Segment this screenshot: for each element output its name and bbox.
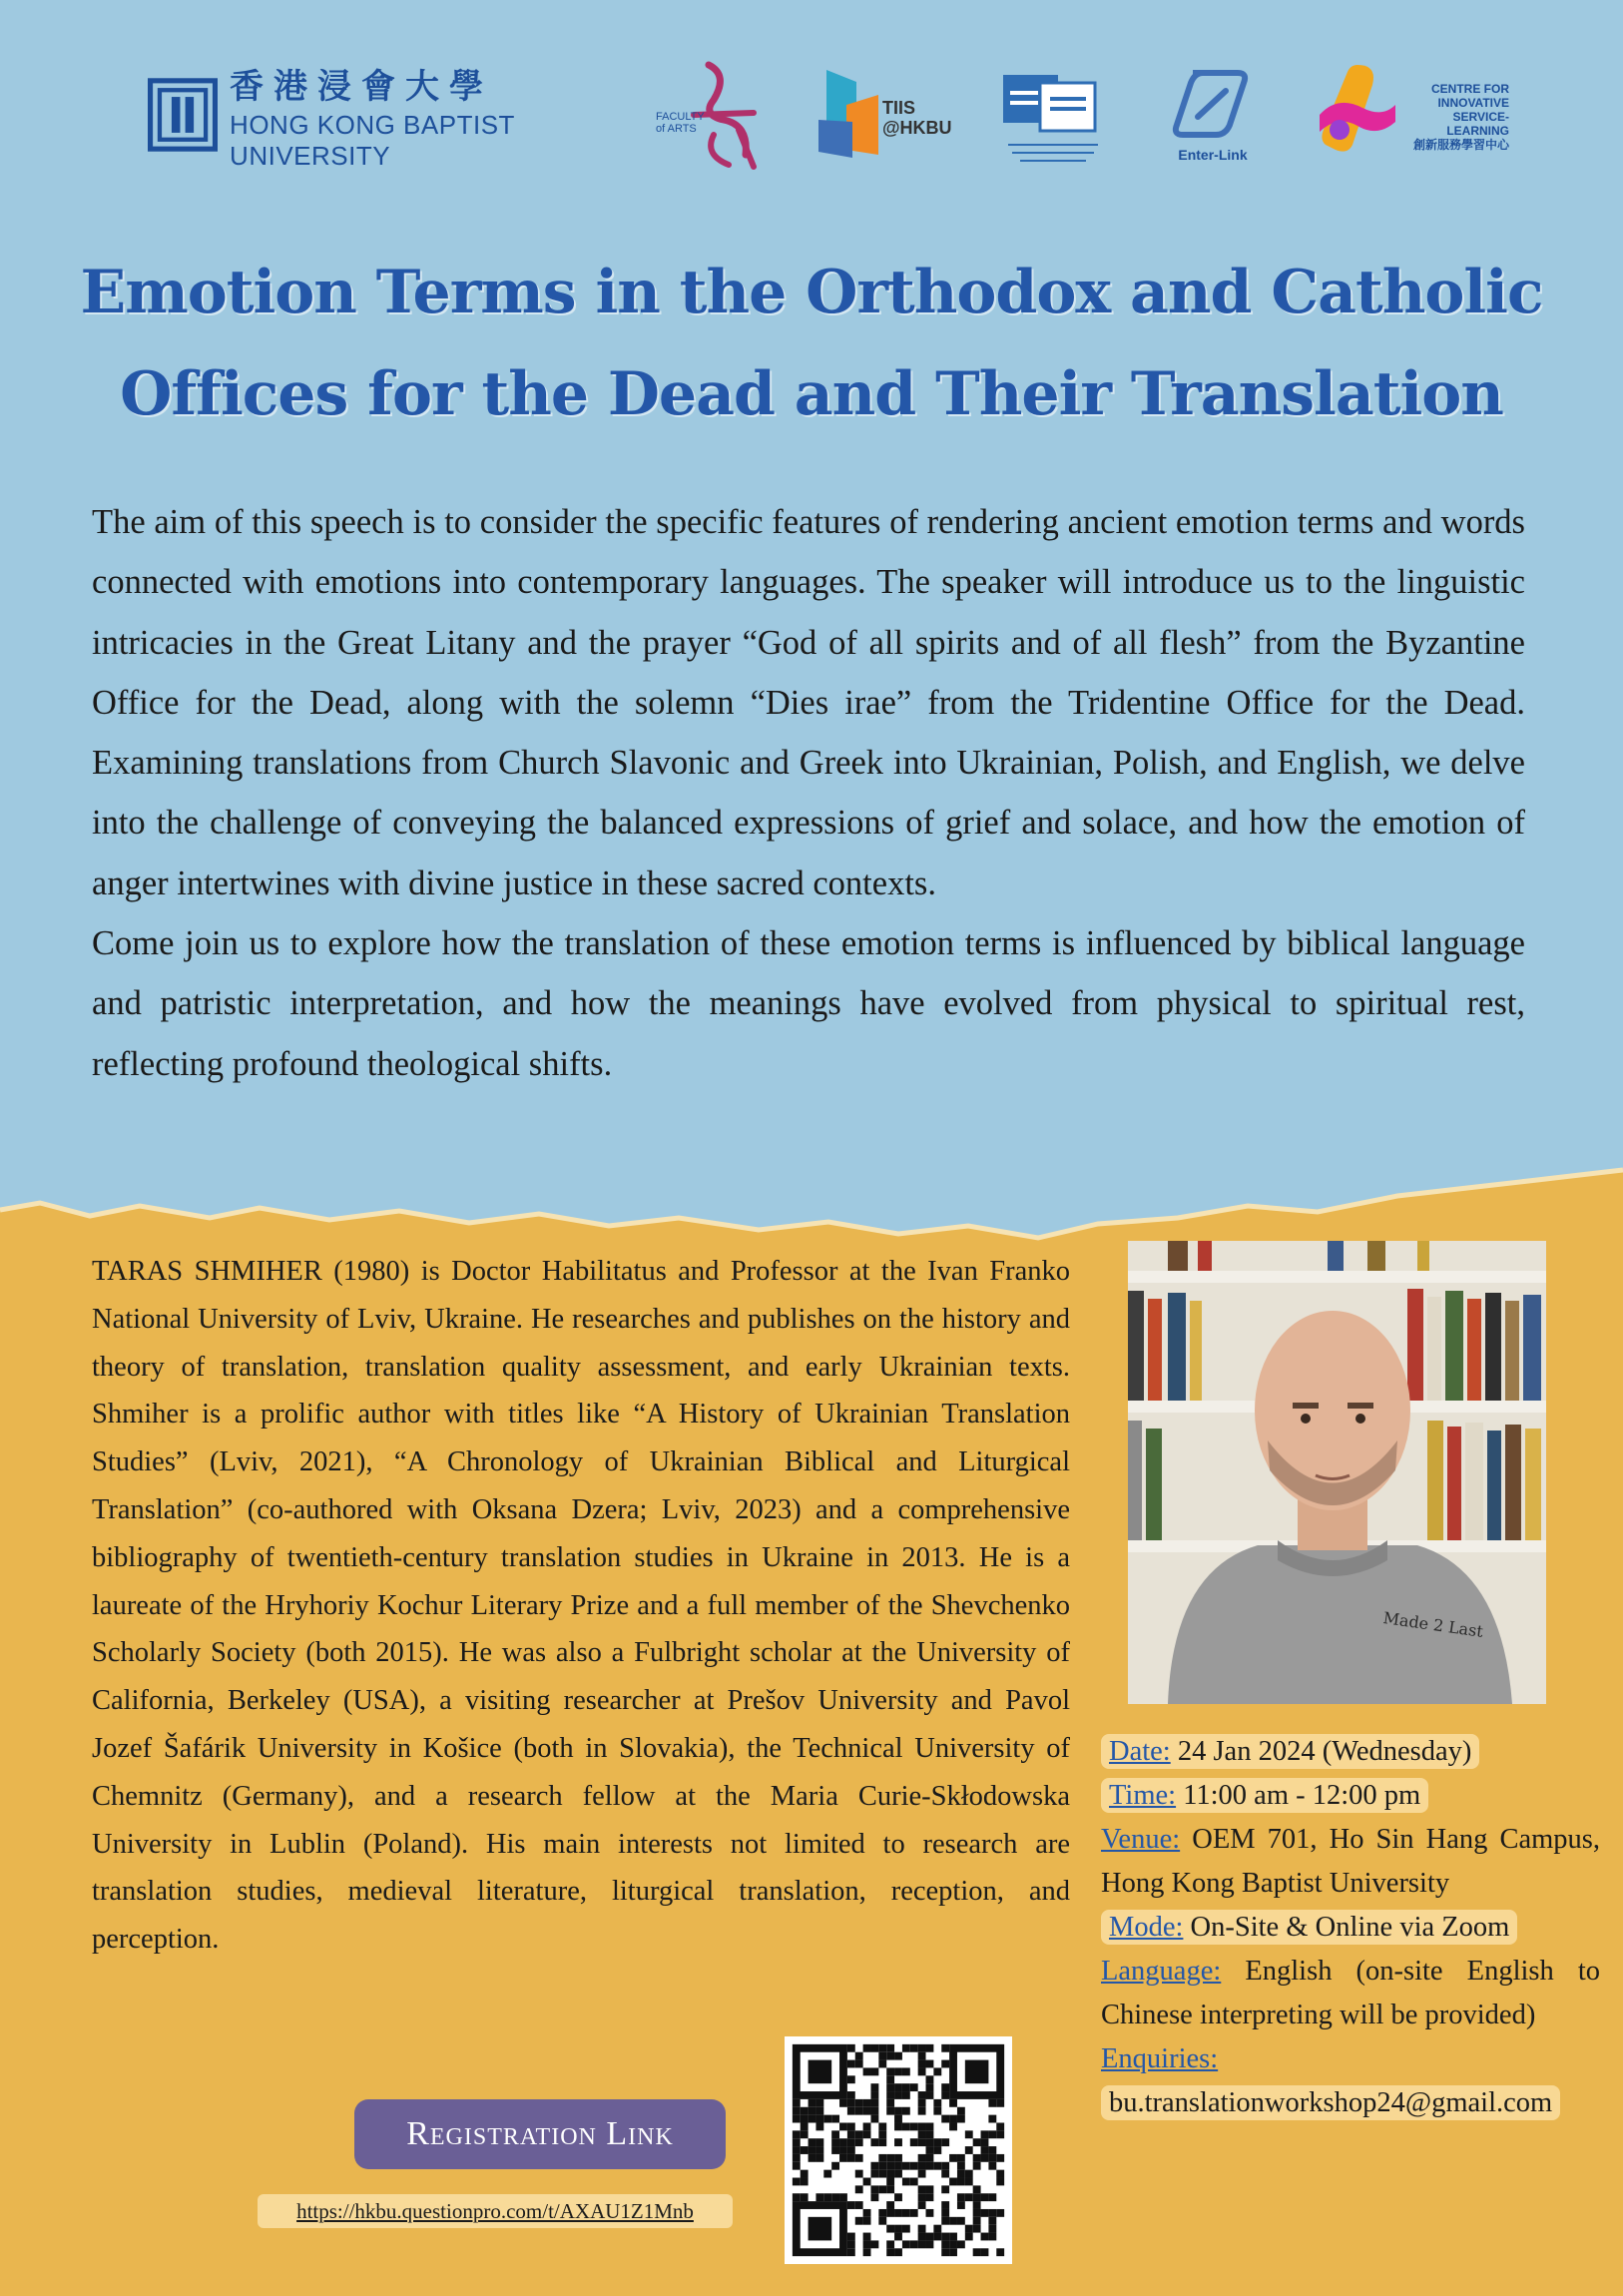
language-value: English (on-site English to Chinese interpreting will be provided) xyxy=(1101,1956,1600,2030)
translation-workshop-logo[interactable] xyxy=(998,65,1108,175)
enter-link-logo[interactable] xyxy=(1168,65,1258,175)
abstract xyxy=(92,492,1525,1094)
cisl-chinese-name: 創新服務學習中心 xyxy=(1412,138,1509,152)
speaker-bio: TARAS SHMIHER (1980) is Doctor Habilitatus and Professor at the Ivan Franko National University of Lviv, Ukraine. He researches and publishes on the history and theory of translation, translation quality assessment, and early Ukrainian texts. Shmiher is a prolific author with titles like “A History of Ukrainian Translation Studies” (Lviv, 2021), “A Chronology of Ukrainian Biblical and Liturgical Translation” (co-authored with Oksana Dzera; Lviv, 2023) and a comprehensive bibliography of twentieth-century translation studies in Ukraine in 2013. He is a laureate of the Hryhoriy Kochur Literary Prize and a full member of the Shevchenko Scholarly Society (both 2015). He was also a Fulbright scholar at the University of California, Berkeley (USA), a visiting researcher at Prešov University and Pavol Jozef Šafárik University in Košice (both in Slovakia), the Technical University of Chemnitz (Germany), and a research fellow at the Maria Curie-Skłodowska University in Lublin (Poland). His main interests not limited to research are translation studies, medieval literature, liturgical translation, reception, and perception. xyxy=(92,1256,1070,1956)
time-row xyxy=(1101,1774,1600,1818)
hkbu-logo[interactable] xyxy=(148,67,617,171)
shirt-text: Made 2 Last xyxy=(1381,1608,1485,1641)
enquiries-label: Enquiries: xyxy=(1101,2043,1219,2074)
abstract-paragraph-2: Come join us to explore how the translation of these emotion terms is influenced by biblical language and patristic interpretation, and how the meanings have evolved from physical to spiritual rest, reflecting profound theological shifts. xyxy=(92,924,1525,1083)
language-label: Language: xyxy=(1101,1956,1222,1987)
tiis-text: TIIS @HKBU xyxy=(882,98,952,138)
registration-link-button[interactable]: Registration Link xyxy=(354,2099,726,2169)
faculty-of-arts-text: FACULTY of ARTS xyxy=(656,111,705,135)
enquiries-email-row xyxy=(1101,2081,1600,2125)
qr-code-icon xyxy=(785,2036,1012,2264)
cisl-logo[interactable] xyxy=(1318,60,1507,170)
logo-bar xyxy=(0,55,1623,185)
date-value: 24 Jan 2024 (Wednesday) xyxy=(1177,1736,1472,1767)
venue-row xyxy=(1101,1818,1600,1906)
faculty-of-arts-logo[interactable] xyxy=(654,55,774,175)
event-details xyxy=(1101,1730,1600,2125)
cisl-line-1: CENTRE FOR xyxy=(1431,82,1509,96)
cisl-line-2: INNOVATIVE xyxy=(1437,96,1509,110)
enter-link-text: Enter-Link xyxy=(1178,147,1248,163)
date-label: Date: xyxy=(1109,1736,1171,1767)
mode-value: On-Site & Online via Zoom xyxy=(1190,1912,1510,1943)
cisl-icon xyxy=(1318,60,1397,155)
title-line-1: Emotion Terms in the Orthodox and Catholic xyxy=(80,258,1543,327)
registration-qr-code[interactable] xyxy=(785,2036,1012,2264)
time-value: 11:00 am - 12:00 pm xyxy=(1183,1780,1421,1811)
tiis-icon xyxy=(816,60,886,160)
hkbu-book-icon xyxy=(148,72,218,158)
hkbu-english-name: HONG KONG BAPTIST UNIVERSITY xyxy=(230,109,515,171)
mode-label: Mode: xyxy=(1109,1912,1184,1943)
language-row xyxy=(1101,1950,1600,2037)
venue-value: OEM 701, Ho Sin Hang Campus, Hong Kong Baptist University xyxy=(1101,1824,1600,1899)
enquiries-row xyxy=(1101,2037,1600,2081)
speaker-photo-illustration xyxy=(1128,1241,1546,1704)
translation-workshop-icon xyxy=(998,65,1108,175)
venue-label: Venue: xyxy=(1101,1824,1181,1855)
tiis-logo[interactable] xyxy=(816,60,952,160)
date-row xyxy=(1101,1730,1600,1774)
registration-url[interactable]: https://hkbu.questionpro.com/t/AXAU1Z1Mnb xyxy=(258,2194,733,2228)
enter-link-icon xyxy=(1168,65,1258,145)
abstract-paragraph-1: The aim of this speech is to consider the specific features of rendering ancient emotion terms and words connected with emotions into contemporary languages. The speaker will introduce us to the linguistic intricacies in the Great Litany and the prayer “God of all spirits and of all flesh” from the Byzantine Office for the Dead, along with the solemn “Dies irae” from the Tridentine Office for the Dead. Examining translations from Church Slavonic and Greek into Ukrainian, Polish, and English, we delve into the challenge of conveying the balanced expressions of grief and solace, and how the emotion of anger intertwines with divine justice in these sacred contexts. xyxy=(92,503,1525,902)
event-title xyxy=(0,242,1623,445)
title-line-2: Offices for the Dead and Their Translation xyxy=(120,359,1503,429)
mode-row xyxy=(1101,1906,1600,1950)
hkbu-chinese-name: 香港浸會大學 xyxy=(230,67,494,106)
speaker-photo xyxy=(1128,1241,1546,1704)
enquiries-email[interactable]: bu.translationworkshop24@gmail.com xyxy=(1101,2085,1560,2120)
time-label: Time: xyxy=(1109,1780,1177,1811)
cisl-line-3: SERVICE-LEARNING xyxy=(1446,110,1509,138)
